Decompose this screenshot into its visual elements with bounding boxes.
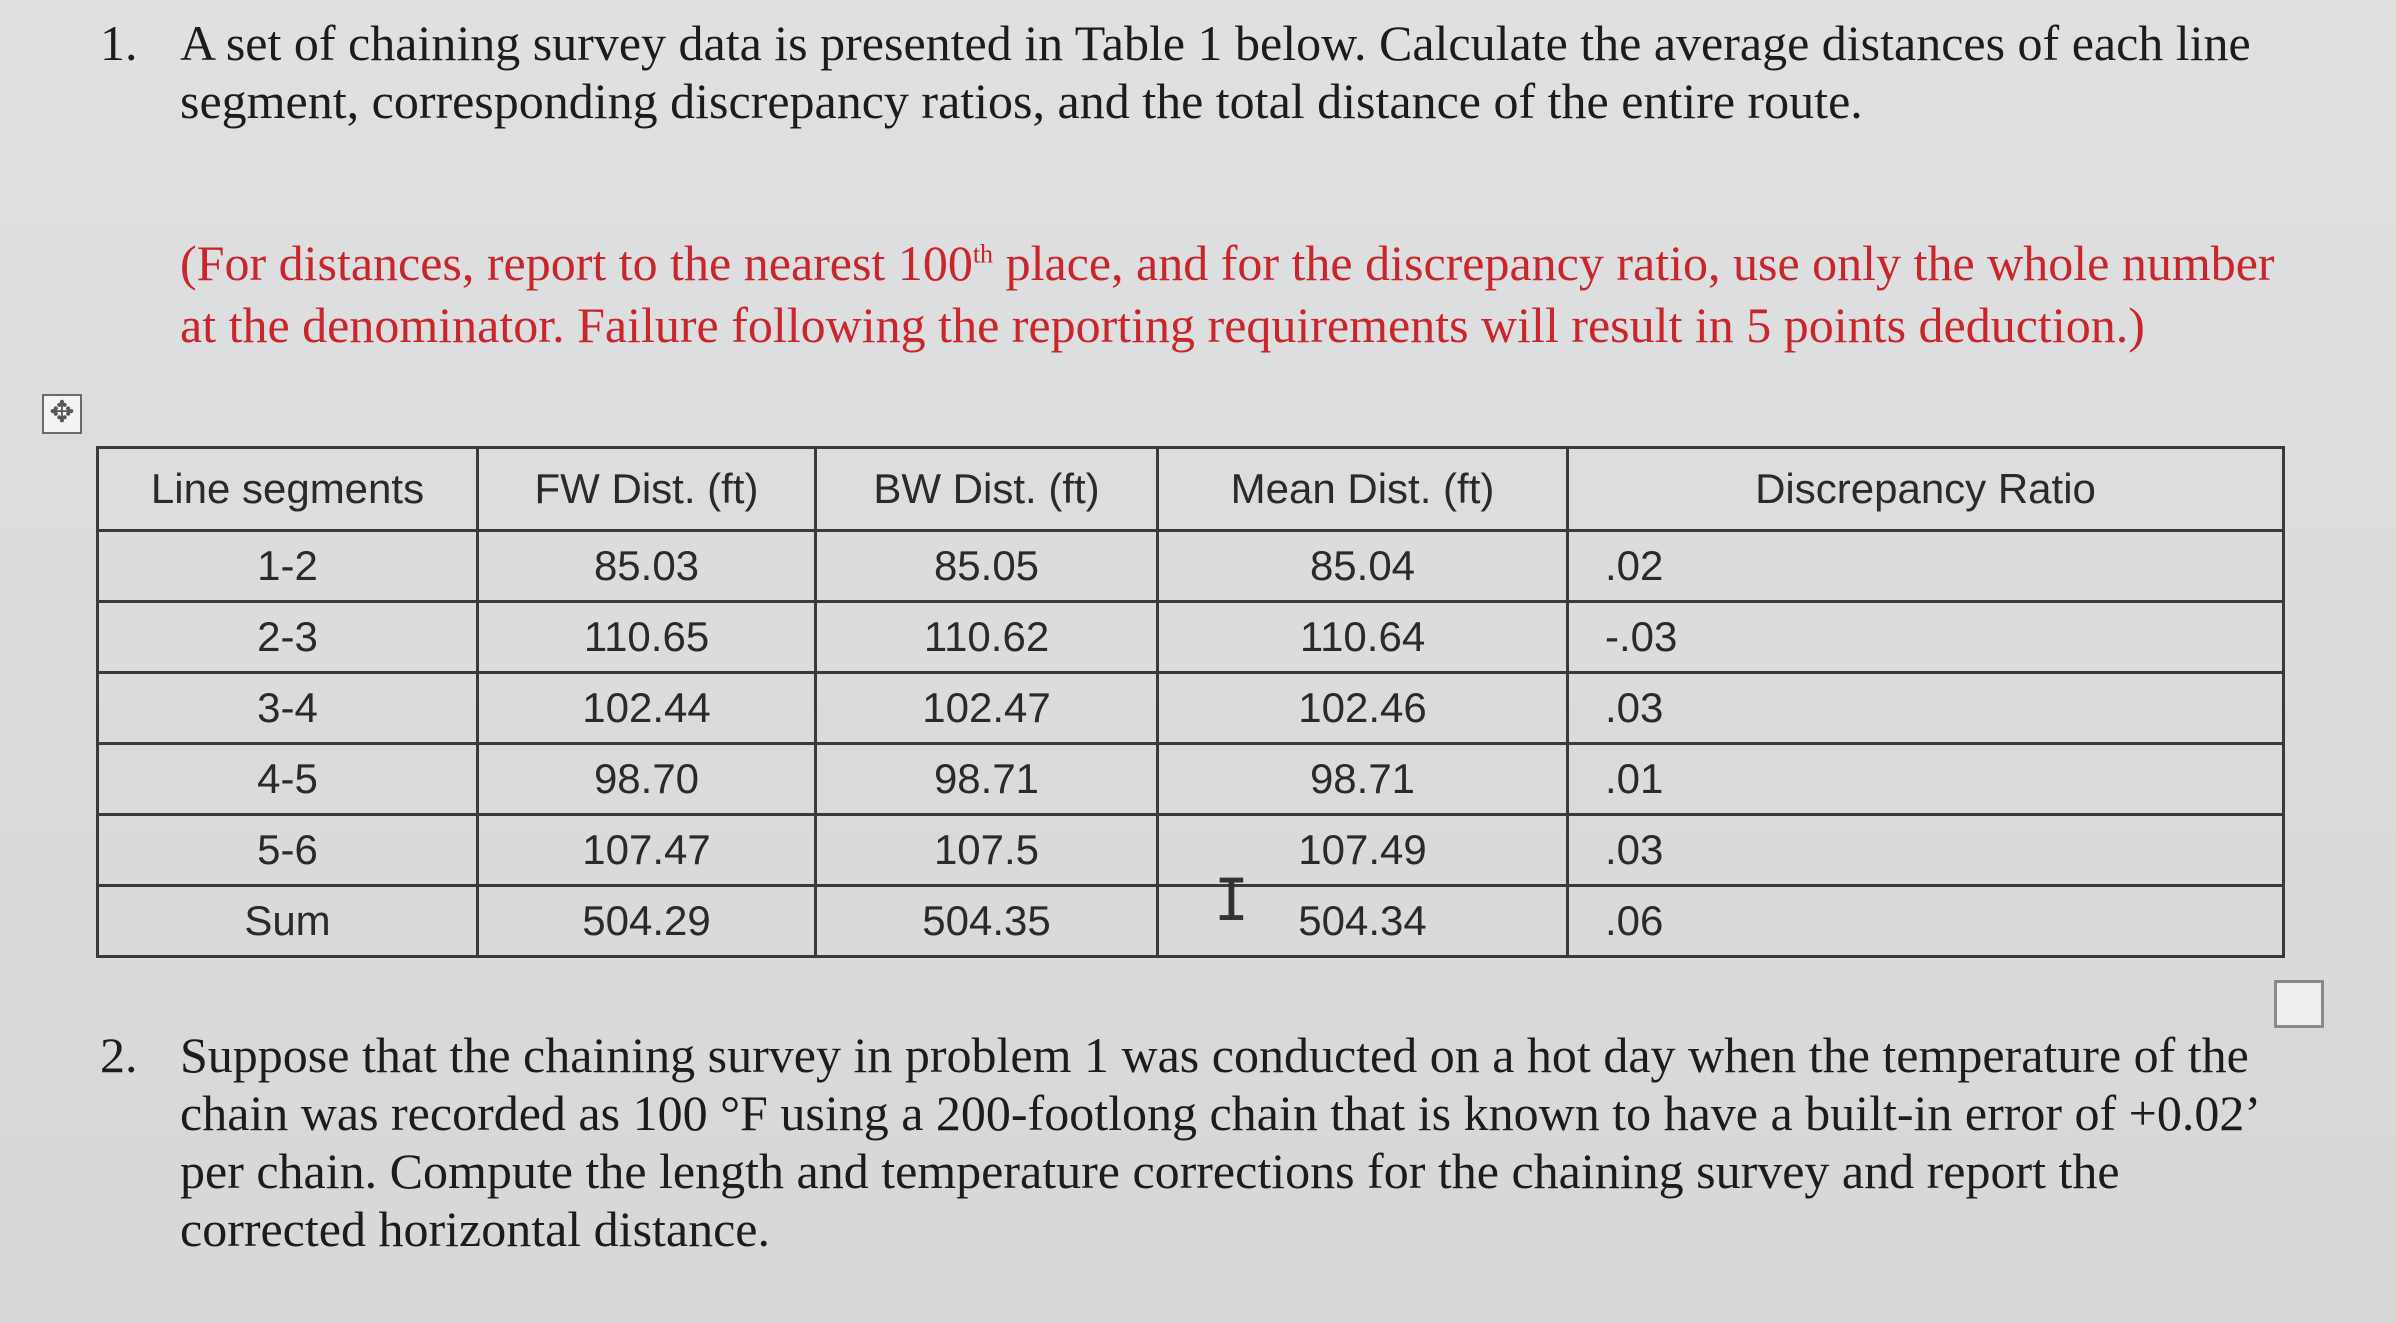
segment-cell[interactable]: 5-6 — [98, 815, 478, 886]
bw-dist-cell[interactable]: 102.47 — [816, 673, 1158, 744]
table-row — [98, 602, 2284, 673]
note-superscript: th — [972, 239, 994, 269]
fw-dist-cell[interactable]: 98.70 — [478, 744, 816, 815]
discrepancy-ratio-cell[interactable]: .03 — [1568, 673, 2284, 744]
table-row — [98, 815, 2284, 886]
question-2 — [100, 1026, 2280, 1258]
reporting-requirements-note[interactable] — [180, 232, 2290, 356]
mean-dist-cell[interactable]: 85.04 — [1158, 531, 1568, 602]
header-fw-dist: FW Dist. (ft) — [478, 448, 816, 531]
table-row — [98, 673, 2284, 744]
table-row — [98, 744, 2284, 815]
discrepancy-ratio-cell[interactable]: .02 — [1568, 531, 2284, 602]
i-beam-cursor-icon: I — [1214, 866, 1249, 934]
question-1 — [100, 14, 2280, 130]
mean-dist-cell[interactable]: 107.49 — [1158, 815, 1568, 886]
discrepancy-ratio-cell[interactable]: .03 — [1568, 815, 2284, 886]
mean-dist-cell[interactable]: 110.64 — [1158, 602, 1568, 673]
question-2-text[interactable]: Suppose that the chaining survey in problem 1 was conducted on a hot day when the temperature of the chain was recorded as 100 °F using a 200-footlong chain that is known to have a built-in error of +0.02’ per chain. Compute the length and temperature corrections for the chaining survey and report the corrected horizontal distance. — [180, 1027, 2258, 1257]
bw-dist-cell[interactable]: 85.05 — [816, 531, 1158, 602]
table-resize-handle-icon[interactable] — [2274, 980, 2324, 1028]
bw-dist-cell[interactable]: 504.35 — [816, 886, 1158, 957]
table-row — [98, 531, 2284, 602]
bw-dist-cell[interactable]: 110.62 — [816, 602, 1158, 673]
segment-cell[interactable]: 4-5 — [98, 744, 478, 815]
fw-dist-cell[interactable]: 85.03 — [478, 531, 816, 602]
question-1-text[interactable]: A set of chaining survey data is presented in Table 1 below. Calculate the average distances of each line segment, corresponding discrepancy ratios, and the total distance of the entire route. — [180, 15, 2251, 129]
segment-cell[interactable]: Sum — [98, 886, 478, 957]
header-bw-dist: BW Dist. (ft) — [816, 448, 1158, 531]
segment-cell[interactable]: 3-4 — [98, 673, 478, 744]
header-mean-dist: Mean Dist. (ft) — [1158, 448, 1568, 531]
table-header-row — [98, 448, 2284, 531]
mean-dist-cell[interactable]: 98.71 — [1158, 744, 1568, 815]
fw-dist-cell[interactable]: 102.44 — [478, 673, 816, 744]
note-text-part-2: place, and for the discrepancy ratio, use only the whole number at the denominator. Failure following the reporting requirements will result in 5 points deduction.) — [180, 235, 2275, 353]
segment-cell[interactable]: 1-2 — [98, 531, 478, 602]
fw-dist-cell[interactable]: 504.29 — [478, 886, 816, 957]
discrepancy-ratio-cell[interactable]: -.03 — [1568, 602, 2284, 673]
move-arrows-icon[interactable]: ✥ — [42, 394, 82, 434]
note-text-part-1: (For distances, report to the nearest 100 — [180, 235, 973, 291]
mean-dist-cell[interactable]: 102.46 — [1158, 673, 1568, 744]
question-1-number: 1. — [100, 15, 138, 71]
fw-dist-cell[interactable]: 110.65 — [478, 602, 816, 673]
discrepancy-ratio-cell[interactable]: .06 — [1568, 886, 2284, 957]
header-line-segments: Line segments — [98, 448, 478, 531]
bw-dist-cell[interactable]: 107.5 — [816, 815, 1158, 886]
mean-dist-cell[interactable]: 504.34 — [1158, 886, 1568, 957]
table-row-sum — [98, 886, 2284, 957]
bw-dist-cell[interactable]: 98.71 — [816, 744, 1158, 815]
discrepancy-ratio-cell[interactable]: .01 — [1568, 744, 2284, 815]
header-discrepancy-ratio: Discrepancy Ratio — [1568, 448, 2284, 531]
question-2-number: 2. — [100, 1027, 138, 1083]
segment-cell[interactable]: 2-3 — [98, 602, 478, 673]
survey-data-table[interactable] — [96, 446, 2285, 958]
fw-dist-cell[interactable]: 107.47 — [478, 815, 816, 886]
